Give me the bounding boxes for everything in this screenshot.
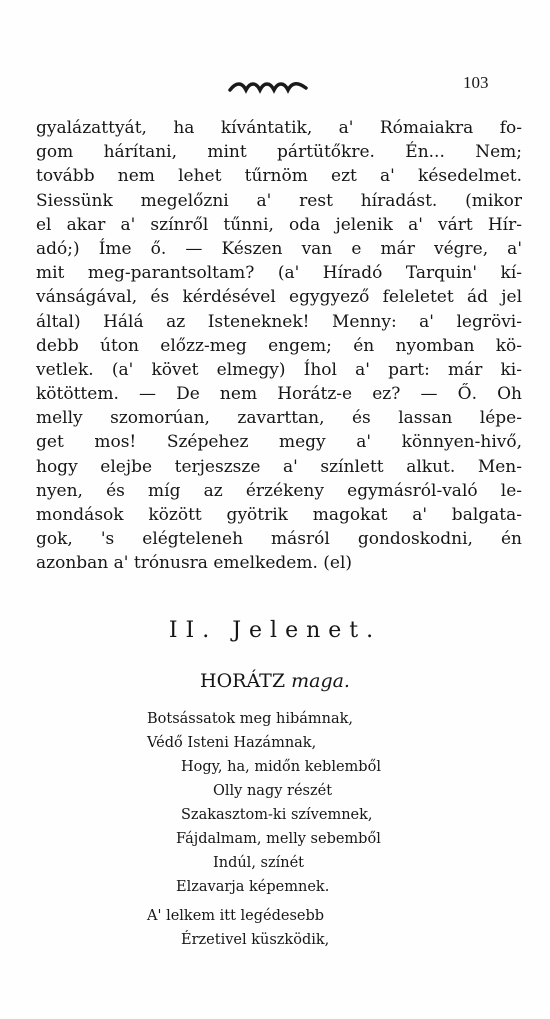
verse-line: A' lelkem itt legédesebb — [147, 908, 325, 924]
text-line: gyalázattyát, ha kívántatik, a' Rómaiakra fo- — [36, 118, 522, 138]
ornament-rule — [228, 78, 308, 98]
text-line: vánságával, és kérdésével egygyező feleletet ád jel — [36, 287, 522, 308]
text-line: mondások között gyötrik magokat a' balgata- — [36, 505, 522, 525]
verse-line: Olly nagy részét — [213, 783, 333, 799]
text-line: gom hárítani, mint pártütőkre. Én... Nem; — [36, 142, 522, 163]
scene-heading: II. Jelenet. — [168, 618, 382, 643]
text-line: melly szomorúan, zavarttan, és lassan lépe- — [36, 408, 522, 429]
verse-line: Elzavarja képemnek. — [176, 879, 330, 895]
verse-line: Védő Isteni Hazámnak, — [147, 735, 317, 751]
verse-line: Indúl, színét — [213, 855, 305, 871]
verse-line: Szakasztom-ki szívemnek, — [181, 807, 373, 823]
text-line: által) Hálá az Isteneknek! Menny: a' legrövi- — [36, 311, 522, 332]
text-line: gok, 's elégteleneh másról gondoskodni, én — [36, 529, 522, 550]
text-line: azonban a' trónusra emelkedem. (el) — [36, 553, 353, 574]
text-line: hogy elejbe terjeszsze a' színlett alkut. Men- — [36, 456, 522, 477]
text-line: tovább nem lehet tűrnöm ezt a' késedelmet. — [36, 166, 522, 187]
text-line: debb úton előzz-meg engem; én nyomban kö- — [36, 335, 522, 356]
text-line: mit meg-parantsoltam? (a' Híradó Tarquin' kí- — [36, 263, 522, 284]
verse-line: Fájdalmam, melly sebemből — [176, 831, 381, 847]
verse-line: Érzetivel küszködik, — [181, 932, 330, 948]
text-line: Siessünk megelőzni a' rest híradást. (mikor — [36, 190, 522, 211]
page-number: 103 — [463, 73, 489, 92]
stage-note: maga. — [291, 670, 350, 692]
text-line: kötöttem. — De nem Horátz-e ez? — Ő. Oh — [36, 384, 522, 405]
text-line: nyen, és míg az érzékeny egymásról-való le- — [36, 480, 522, 501]
verse-line: Botsássatok meg hibámnak, — [147, 711, 354, 727]
text-line: adó;) Íme ő. — Készen van e már végre, a' — [36, 238, 522, 259]
character-heading — [0, 670, 550, 692]
text-line: vetlek. (a' követ elmegy) Íhol a' part: már ki- — [36, 359, 522, 380]
text-line: el akar a' színről tűnni, oda jelenik a' várt Hír- — [36, 214, 522, 235]
text-line: get mos! Szépehez megy a' könnyen-hivő, — [36, 432, 522, 453]
character-name: HORÁTZ — [200, 670, 286, 692]
prose-paragraph — [36, 116, 522, 576]
verse-line: Hogy, ha, midőn keblemből — [181, 759, 381, 775]
